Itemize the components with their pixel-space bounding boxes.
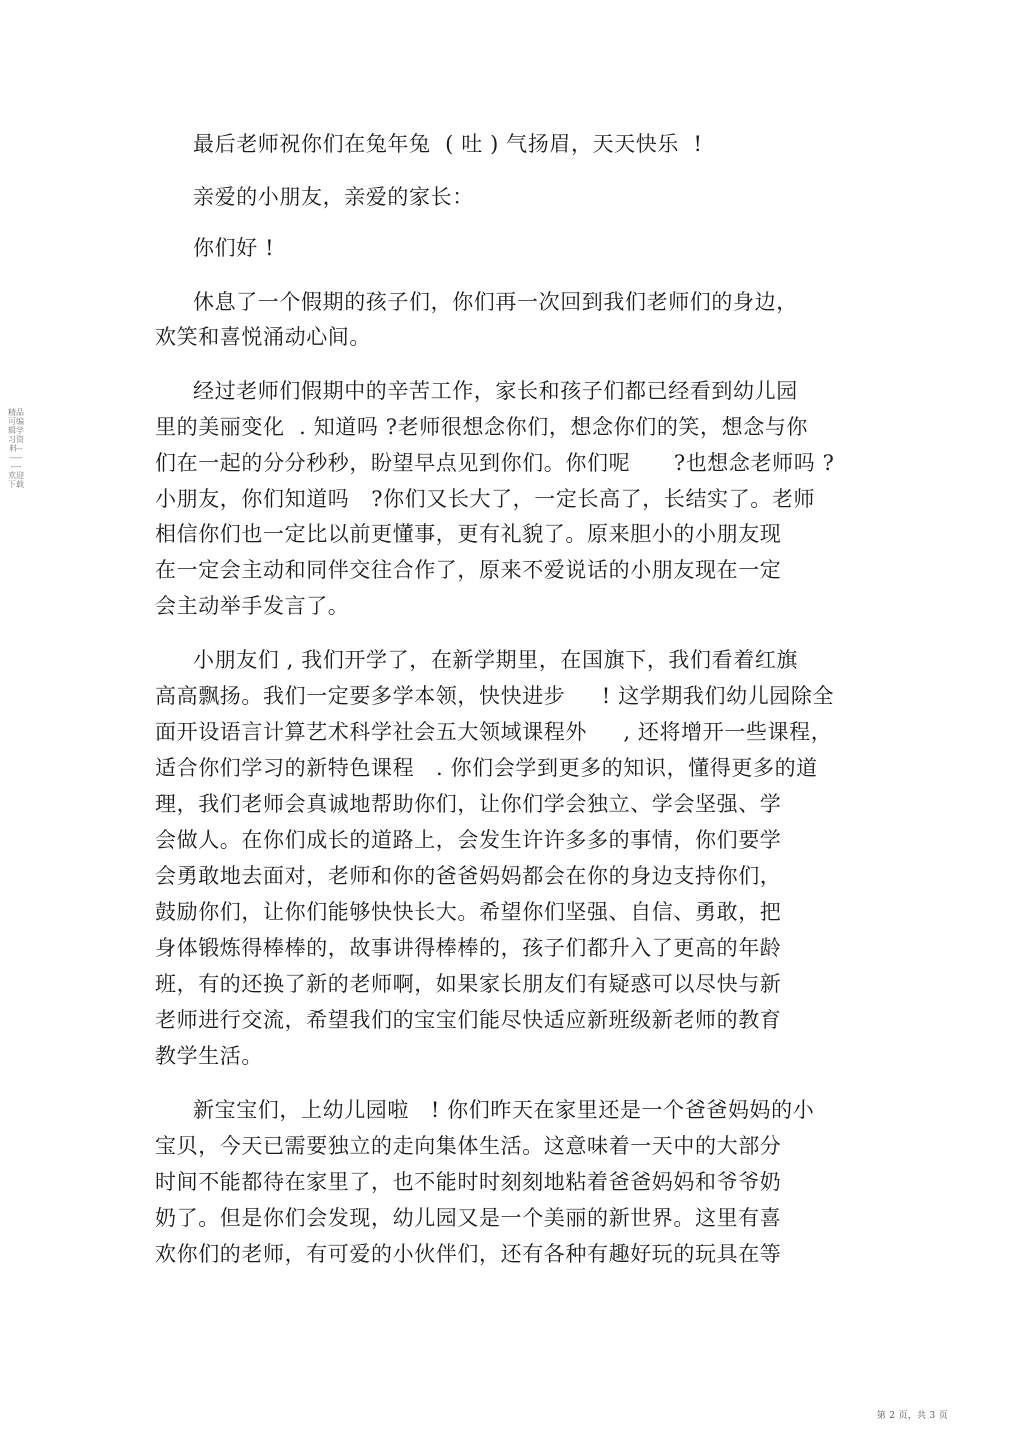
text-line: 会主动举手发言了。 [155, 594, 350, 618]
side-watermark-note: 精品可编辑学习资料-----------欢迎下载 [8, 408, 24, 489]
text-line: 身体锻炼得棒棒的，故事讲得棒棒的，孩子们都升入了更高的年龄 [155, 936, 782, 960]
text-line: 休息了一个假期的孩子们，你们再一次回到我们老师们的身边， [193, 290, 798, 314]
text-line: 老师进行交流，希望我们的宝宝们能尽快适应新班级新老师的教育 [155, 1008, 782, 1032]
text-line: 适合你们学习的新特色课程 . 你们会学到更多的知识，懂得更多的道 [155, 756, 818, 780]
text-line: 小朋友们 , 我们开学了，在新学期里，在国旗下，我们看着红旗 [193, 648, 799, 672]
text-line: 时间不能都待在家里了，也不能时时刻刻地粘着爸爸妈妈和爷爷奶 [155, 1170, 782, 1194]
text-line: 宝贝，今天已需要独立的走向集体生活。这意味着一天中的大部分 [155, 1134, 782, 1158]
text-line: 高高飘扬。我们一定要多学本领，快快进步 ! 这学期我们幼儿园除全 [155, 684, 835, 708]
text-line: 里的美丽变化 . 知道吗 ?老师很想念你们，想念你们的笑，想念与你 [155, 415, 809, 439]
text-line: 会做人。在你们成长的道路上，会发生许许多多的事情，你们要学 [155, 828, 782, 852]
text-line: 奶了。但是你们会发现，幼儿园又是一个美丽的新世界。这里有喜 [155, 1206, 782, 1230]
text-line: 教学生活。 [155, 1044, 263, 1068]
text-line: 理，我们老师会真诚地帮助你们，让你们学会独立、学会坚强、学 [155, 792, 782, 816]
text-line: 欢你们的老师，有可爱的小伙伴们，还有各种有趣好玩的玩具在等 [155, 1242, 782, 1266]
text-line: 在一定会主动和同伴交往合作了，原来不爱说话的小朋友现在一定 [155, 558, 782, 582]
text-line: 相信你们也一定比以前更懂事，更有礼貌了。原来胆小的小朋友现 [155, 522, 782, 546]
text-line: 会勇敢地去面对，老师和你的爸爸妈妈都会在你的身边支持你们， [155, 864, 782, 888]
text-line: 班，有的还换了新的老师啊，如果家长朋友们有疑惑可以尽快与新 [155, 972, 782, 996]
text-line: 最后老师祝你们在兔年兔 ( 吐 ) 气扬眉，天天快乐 ! [193, 132, 703, 156]
text-line: 新宝宝们，上幼儿园啦 ! 你们昨天在家里还是一个爸爸妈妈的小 [193, 1098, 815, 1122]
text-line: 欢笑和喜悦涌动心间。 [155, 325, 371, 349]
text-line: 们在一起的分分秒秒，盼望早点见到你们。你们呢 ?也想念老师吗 ? [155, 451, 835, 475]
text-line: 亲爱的小朋友，亲爱的家长： [193, 185, 474, 209]
text-line: 小朋友，你们知道吗 ?你们又长大了，一定长高了，长结实了。老师 [155, 487, 816, 511]
text-line: 面开设语言计算艺术科学社会五大领域课程外 , 还将增开一些课程， [155, 720, 833, 744]
text-line: 鼓励你们，让你们能够快快长大。希望你们坚强、自信、勇敢，把 [155, 900, 782, 924]
text-line: 你们好 ! [193, 236, 275, 260]
text-line: 经过老师们假期中的辛苦工作，家长和孩子们都已经看到幼儿园 [193, 379, 798, 403]
page-number: 第 2 页，共 3 页 [876, 1411, 948, 1421]
